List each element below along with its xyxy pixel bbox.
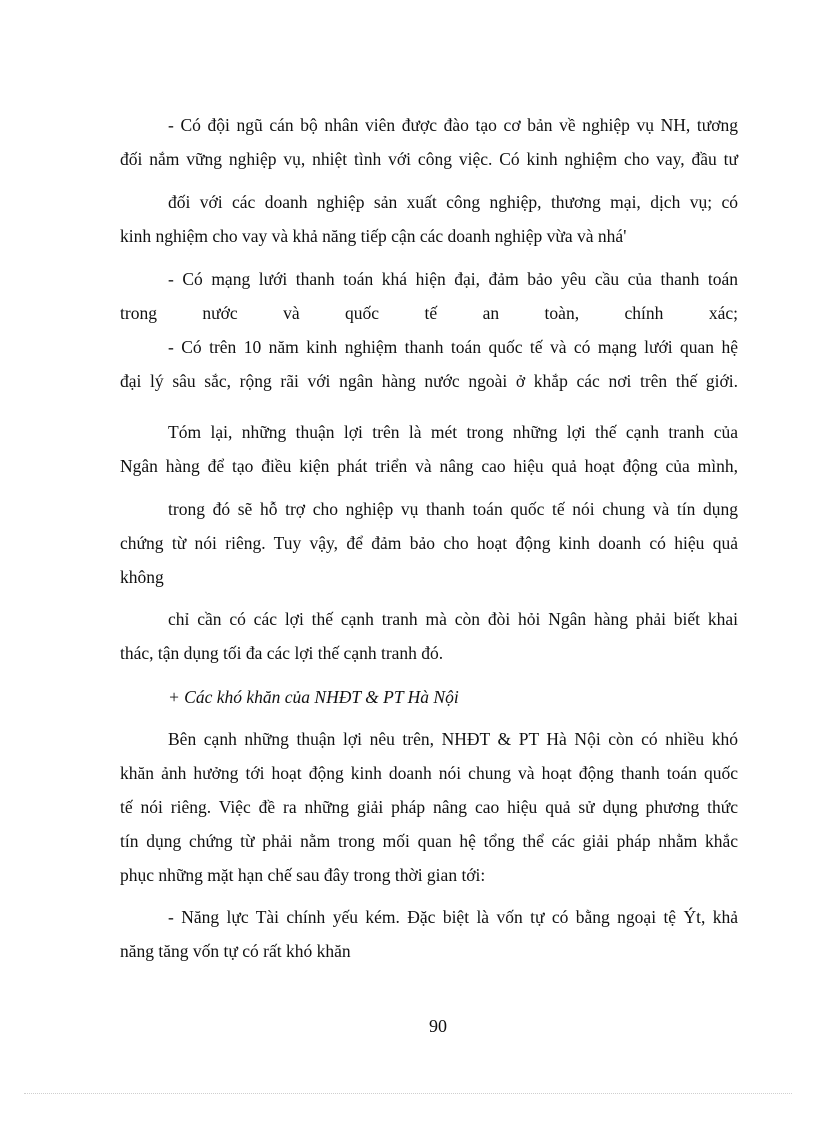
text-line: - Có đội ngũ cán bộ nhân viên được đào tạo cơ bản về nghiệp vụ NH, tương <box>168 115 738 135</box>
text-line: tín dụng chứng từ phải nằm trong mối quan hệ tổng thể các giải pháp nhằm khắc <box>120 831 738 851</box>
text-line: kinh nghiệm cho vay và khả năng tiếp cận các doanh nghiệp vừa và nhá' <box>120 226 627 246</box>
section-heading: + Các khó khăn của NHĐT & PT Hà Nội <box>168 687 459 707</box>
paragraph-support <box>120 492 738 594</box>
paragraph-payment-network <box>120 262 738 398</box>
text-line: Ngân hàng để tạo điều kiện phát triển và nâng cao hiệu quả hoạt động của mình, <box>120 456 738 476</box>
text-line: năng tăng vốn tự có rất khó khăn <box>120 941 351 961</box>
text-line: không <box>120 567 164 587</box>
text-line: phục những mặt hạn chế sau đây trong thời gian tới: <box>120 865 486 885</box>
text-line: đối nắm vững nghiệp vụ, nhiệt tình với công việc. Có kinh nghiệm cho vay, đầu tư <box>120 149 738 169</box>
paragraph-competitive-advantage <box>120 602 738 670</box>
text-line: thác, tận dụng tối đa các lợi thế cạnh tranh đó. <box>120 643 444 663</box>
text-line: đại lý sâu sắc, rộng rãi với ngân hàng nước ngoài ở khắp các nơi trên thế giới. <box>120 371 738 391</box>
text-line: trong nước và quốc tế an toàn, chính xác; <box>120 303 738 323</box>
paragraph-summary <box>120 415 738 483</box>
text-line: đối với các doanh nghiệp sản xuất công nghiệp, thương mại, dịch vụ; có <box>168 192 738 212</box>
text-line: - Có mạng lưới thanh toán khá hiện đại, đảm bảo yêu cầu của thanh toán <box>168 269 738 289</box>
text-line: trong đó sẽ hỗ trợ cho nghiệp vụ thanh toán quốc tế nói chung và tín dụng <box>168 499 738 519</box>
text-line: tế nói riêng. Việc đề ra những giải pháp nâng cao hiệu quả sử dụng phương thức <box>120 797 738 817</box>
text-line: Bên cạnh những thuận lợi nêu trên, NHĐT & PT Hà Nội còn có nhiều khó <box>168 729 738 749</box>
page-number: 90 <box>429 1016 447 1036</box>
section-heading-difficulties <box>120 680 738 714</box>
paragraph-staff <box>120 108 738 176</box>
paragraph-lending-experience <box>120 185 738 253</box>
text-line: chỉ cần có các lợi thế cạnh tranh mà còn đòi hỏi Ngân hàng phải biết khai <box>168 609 738 629</box>
text-line: chứng từ nói riêng. Tuy vậy, để đảm bảo cho hoạt động kinh doanh có hiệu quả <box>120 533 738 553</box>
text-line: - Có trên 10 năm kinh nghiệm thanh toán quốc tế và có mạng lưới quan hệ <box>168 337 738 357</box>
paragraph-difficulties <box>120 722 738 968</box>
text-line: Tóm lại, những thuận lợi trên là mét trong những lợi thế cạnh tranh của <box>168 422 738 442</box>
footer-divider <box>24 1093 792 1094</box>
text-line: - Năng lực Tài chính yếu kém. Đặc biệt là vốn tự có bằng ngoại tệ Ýt, khả <box>168 907 738 927</box>
text-line: khăn ảnh hưởng tới hoạt động kinh doanh nói chung và hoạt động thanh toán quốc <box>120 763 738 783</box>
